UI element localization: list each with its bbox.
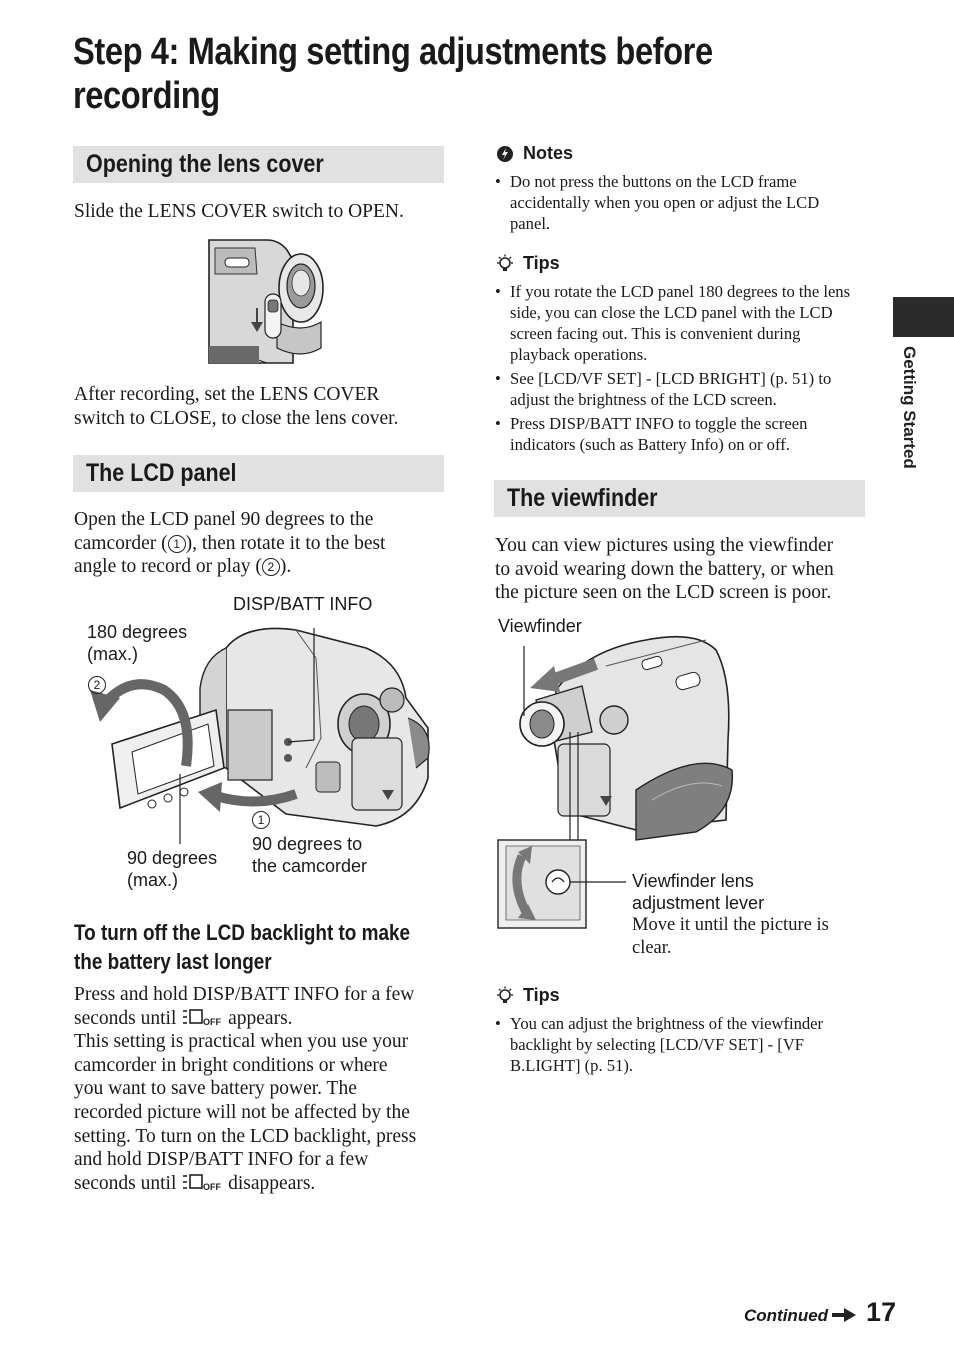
list-item: • See [LCD/VF SET] - [LCD BRIGHT] (p. 51) to adjust the brightness of the LCD screen. — [495, 368, 863, 410]
page-title-line1: Step 4: Making setting adjustments before — [73, 31, 713, 73]
notes-icon — [495, 145, 515, 163]
tips-heading: Tips — [495, 252, 560, 274]
callout-90-degrees-to-camcorder: 90 degrees to the camcorder — [252, 834, 368, 876]
backlight-subheading: To turn off the LCD backlight to make the battery last longer — [74, 920, 411, 974]
callout-90-degrees-max: 90 degrees (max.) — [127, 848, 218, 890]
viewfinder-text: You can view pictures using the viewfinder to avoid wearing down the battery, or when the picture seen on the LCD screen is poor. — [495, 535, 834, 604]
chapter-tab-label: Getting Started — [900, 346, 919, 469]
page-title-line2: recording — [73, 75, 220, 117]
list-item: • Press DISP/BATT INFO to toggle the screen indicators (such as Battery Info) on or off. — [495, 413, 863, 455]
page-number: 17 — [866, 1297, 897, 1327]
backlight-off-icon — [181, 1172, 223, 1192]
notes-heading: Notes — [495, 142, 573, 164]
continued-label: Continued — [744, 1306, 829, 1325]
lightbulb-icon — [495, 254, 515, 274]
lcd-panel-text: Open the LCD panel 90 degrees to the camcorder ( 1 ), then rotate it to the best angle to record or play ( 2 ). — [74, 509, 386, 578]
callout-step-1: 1 — [252, 808, 270, 830]
page-title — [73, 30, 873, 118]
step-1-marker: 1 — [168, 535, 186, 553]
lens-cover-illustration — [207, 238, 325, 364]
list-item: • If you rotate the LCD panel 180 degrees to the lens side, you can close the LCD panel with the LCD screen facing out. This is convenient during playback operations. — [495, 281, 863, 365]
notes-list — [495, 171, 863, 237]
section-heading-viewfinder: The viewfinder — [494, 480, 865, 517]
backlight-text: Press and hold DISP/BATT INFO for a few seconds until OFF appears. This setting is practical when you use your camcorder in bright conditions or where you want to save battery power. The recorded picture will not be affected by the setting. To turn on the LCD backlight, press and hold DISP/BATT INFO for a few seconds until OFF disappears. — [74, 984, 417, 1194]
callout-viewfinder-lens-lever: Viewfinder lens adjustment lever — [632, 871, 765, 913]
tips-heading: Tips — [495, 984, 560, 1006]
svg-text:OFF: OFF — [203, 1181, 222, 1192]
callout-viewfinder-move-text: Move it until the picture is clear. — [632, 915, 829, 958]
step-2-marker: 2 — [262, 558, 280, 576]
callout-disp-batt-info: DISP/BATT INFO — [233, 594, 373, 614]
backlight-off-icon — [181, 1007, 223, 1027]
arrow-right-icon — [832, 1308, 856, 1322]
section-heading-lcd-panel: The LCD panel — [73, 455, 444, 492]
lens-cover-close-text: After recording, set the LENS COVER switch to CLOSE, to close the lens cover. — [74, 384, 399, 429]
lens-cover-instruction: Slide the LENS COVER switch to OPEN. — [74, 201, 404, 222]
lightbulb-icon — [495, 986, 515, 1006]
tips-list — [495, 1013, 863, 1079]
svg-text:OFF: OFF — [203, 1016, 222, 1027]
tips-list — [495, 281, 863, 458]
list-item: • Do not press the buttons on the LCD frame accidentally when you open or adjust the LCD panel. — [495, 171, 863, 234]
callout-step-2: 2 — [88, 673, 106, 695]
chapter-tab-marker — [893, 297, 954, 337]
callout-180-degrees: 180 degrees (max.) — [87, 622, 188, 664]
callout-viewfinder: Viewfinder — [498, 616, 582, 636]
footer — [744, 1297, 896, 1328]
section-heading-lens-cover: Opening the lens cover — [73, 146, 444, 183]
list-item: • You can adjust the brightness of the viewfinder backlight by selecting [LCD/VF SET] - [VF B.LIGHT] (p. 51). — [495, 1013, 863, 1076]
